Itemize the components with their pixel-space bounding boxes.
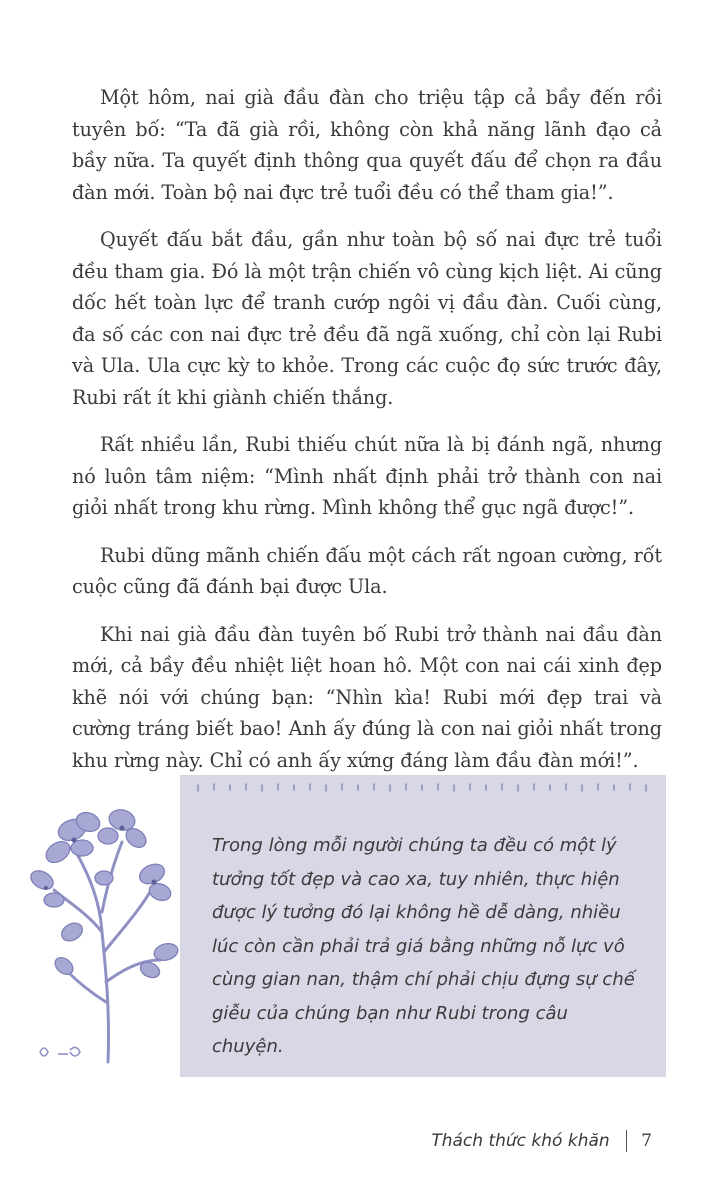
- paragraph-5: Khi nai già đầu đàn tuyên bố Rubi trở thành nai đầu đàn mới, cả bầy đều nhiệt liệt hoan hô. Một con nai cái xinh đẹp khẽ nói với chúng bạn: “Nhìn kìa! Rubi mới đẹp trai và cường tráng biết bao! Anh ấy đúng là con nai giỏi nhất trong khu rừng này. Chỉ có anh ấy xứng đáng làm đầu đàn mới!”.: [72, 622, 662, 772]
- main-text: [72, 82, 662, 792]
- ruled-strip: [180, 775, 666, 797]
- paragraph-4: Rubi dũng mãnh chiến đấu một cách rất ngoan cường, rốt cuộc cũng đã đánh bại được Ula.: [72, 543, 662, 598]
- running-title: Thách thức khó khăn: [431, 1131, 610, 1151]
- paragraph-2: Quyết đấu bắt đầu, gần như toàn bộ số nai đực trẻ tuổi đều tham gia. Đó là một trận chiến vô cùng kịch liệt. Ai cũng dốc hết toàn lực để tranh cướp ngôi vị đầu đàn. Cuối cùng, đa số các con nai đực trẻ đều đã ngã xuống, chỉ còn lại Rubi và Ula. Ula cực kỳ to khỏe. Trong các cuộc đọ sức trước đây, Rubi rất ít khi giành chiến thắng.: [72, 228, 662, 409]
- page-number: 7: [641, 1131, 652, 1151]
- flower-icon: [10, 782, 182, 1072]
- footer-divider: [626, 1130, 628, 1152]
- paragraph-1: Một hôm, nai già đầu đàn cho triệu tập cả bầy đến rồi tuyên bố: “Ta đã già rồi, không còn khả năng lãnh đạo cả bầy nữa. Ta quyết định thông qua quyết đấu để chọn ra đầu đàn mới. Toàn bộ nai đực trẻ tuổi đều có thể tham gia!”.: [72, 86, 662, 204]
- page-footer: [431, 1130, 652, 1152]
- note-box: [180, 775, 666, 1077]
- paragraph-3: Rất nhiều lần, Rubi thiếu chút nữa là bị đánh ngã, nhưng nó luôn tâm niệm: “Mình nhất định phải trở thành con nai giỏi nhất trong khu rừng. Mình không thể gục ngã được!”.: [72, 433, 662, 519]
- note-text: Trong lòng mỗi người chúng ta đều có một lý tưởng tốt đẹp và cao xa, tuy nhiên, thực hiện được lý tưởng đó lại không hề dễ dàng, nhiều lúc còn cần phải trả giá bằng những nỗ lực vô cùng gian nan, thậm chí phải chịu đựng sự chế giễu của chúng bạn như Rubi trong câu chuyện.: [212, 835, 635, 1057]
